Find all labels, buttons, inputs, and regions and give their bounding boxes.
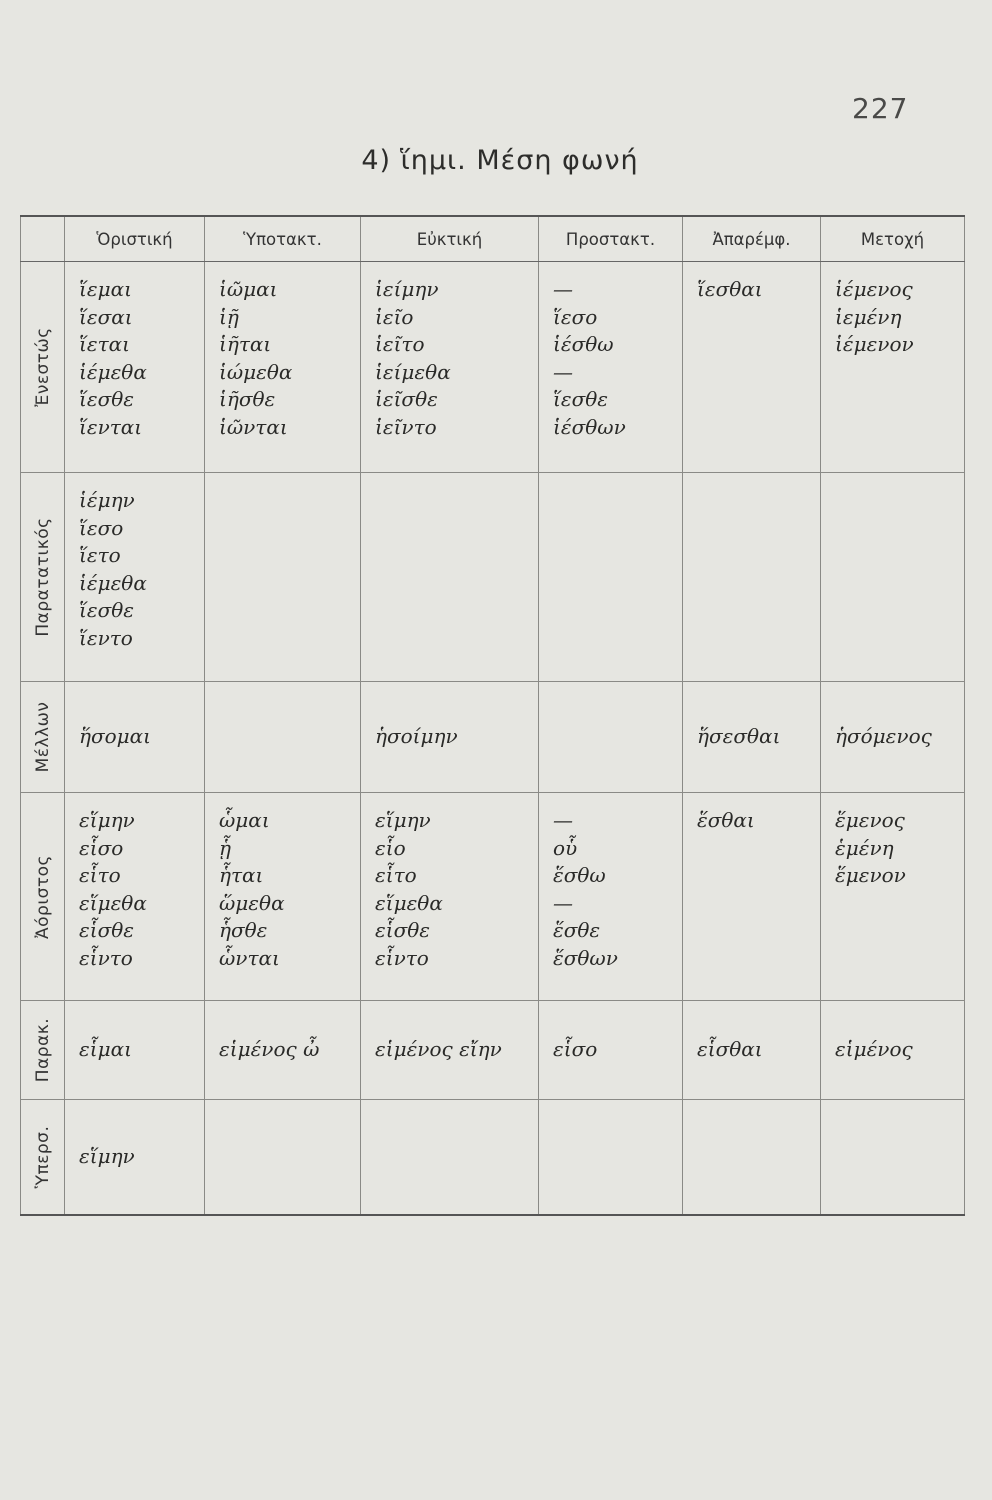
form-entry: ὧμαι — [219, 808, 270, 832]
form-entry: εἱμένος εἴην — [375, 1037, 502, 1062]
form-cell — [821, 682, 965, 793]
form-cell — [205, 793, 361, 1001]
form-list — [821, 1001, 964, 1099]
form-cell — [205, 682, 361, 793]
form-entry: ἵεμαι — [79, 277, 132, 301]
form-list — [683, 1100, 820, 1214]
form-list — [683, 473, 820, 487]
form-entry: — — [553, 359, 573, 384]
form-entry: ἕμενος — [835, 808, 905, 832]
form-list — [205, 1001, 360, 1099]
form-entry: ἕσθω — [553, 863, 606, 887]
form-entry: ἱεῖο — [375, 304, 414, 329]
form-list — [683, 682, 820, 792]
form-cell — [361, 262, 539, 473]
form-entry: ἥσομαι — [79, 724, 152, 749]
form-entry: ἵετο — [79, 543, 121, 567]
form-cell — [205, 1001, 361, 1100]
tense-row — [21, 1001, 965, 1100]
form-entry: εἷντο — [79, 945, 133, 970]
form-cell — [65, 1001, 205, 1100]
form-list — [539, 1001, 682, 1099]
tense-label-cell — [21, 473, 65, 682]
form-cell — [821, 1001, 965, 1100]
tense-label: Ἀόριστος — [32, 854, 53, 939]
form-entry: εἷσθαι — [697, 1037, 763, 1062]
form-entry: εἷσο — [553, 1037, 598, 1062]
form-entry: εἵμην — [79, 1144, 135, 1169]
form-entry: ἑμένη — [835, 835, 894, 860]
form-entry: εἷμαι — [79, 1037, 132, 1062]
form-list — [539, 793, 682, 972]
page-title: 4) ἵημι. Μέση φωνή — [361, 145, 639, 176]
form-entry: ἱέμεθα — [79, 570, 147, 595]
form-entry: εἷσθε — [375, 918, 430, 942]
form-entry: εἷσθε — [79, 918, 134, 942]
form-cell — [65, 473, 205, 682]
tense-label: Ὑπερσ. — [32, 1125, 53, 1189]
form-entry: ἕσθων — [553, 945, 618, 970]
tense-row — [21, 1100, 965, 1216]
form-list — [683, 1001, 820, 1099]
form-list — [539, 1100, 682, 1214]
form-cell — [821, 473, 965, 682]
form-cell — [539, 682, 683, 793]
form-list — [821, 682, 964, 792]
header-aparemf: Ἀπαρέμφ. — [683, 216, 821, 262]
form-cell — [205, 1100, 361, 1216]
form-list — [65, 262, 204, 441]
form-entry: ἵενται — [79, 414, 143, 439]
form-cell — [683, 1001, 821, 1100]
form-list — [205, 473, 360, 487]
form-list — [539, 682, 682, 792]
form-entry: εἷτο — [375, 863, 417, 887]
tense-label: Μέλλων — [32, 701, 53, 773]
form-entry: εἵμην — [79, 808, 135, 832]
form-entry: ἱέσθω — [553, 332, 614, 356]
form-entry: ἵεσο — [553, 304, 598, 329]
form-cell — [361, 1001, 539, 1100]
form-list — [361, 473, 538, 487]
form-list — [683, 793, 820, 835]
form-cell — [821, 793, 965, 1001]
form-entry: ἵεσθαι — [697, 277, 763, 301]
form-entry: εἵμεθα — [375, 890, 443, 915]
header-prostakt: Προστακτ. — [539, 216, 683, 262]
form-entry: οὗ — [553, 835, 578, 860]
form-entry: ἧται — [219, 863, 264, 887]
form-cell — [821, 1100, 965, 1216]
form-entry: ἱώμεθα — [219, 359, 293, 384]
form-entry: ἵεσθε — [79, 598, 134, 622]
tense-row — [21, 682, 965, 793]
form-list — [683, 262, 820, 304]
form-entry: εἱμένος ὦ — [219, 1037, 320, 1062]
form-cell — [539, 793, 683, 1001]
form-cell — [683, 473, 821, 682]
form-list — [361, 262, 538, 441]
form-entry: ᾗ — [219, 835, 231, 860]
form-entry: εἷντο — [375, 945, 429, 970]
form-entry: ἱῆται — [219, 332, 272, 356]
form-list — [65, 793, 204, 972]
form-cell — [821, 262, 965, 473]
form-cell — [361, 1100, 539, 1216]
form-cell — [205, 262, 361, 473]
form-cell — [65, 682, 205, 793]
form-entry: εἱμένος — [835, 1037, 913, 1062]
form-list — [821, 473, 964, 487]
form-entry: ἱέσθων — [553, 414, 626, 439]
form-list — [821, 1100, 964, 1214]
form-entry: ἵεντο — [79, 625, 133, 650]
form-list — [361, 1100, 538, 1214]
form-list — [361, 793, 538, 972]
form-cell — [361, 793, 539, 1001]
form-entry: ἵεσθε — [79, 387, 134, 411]
tense-label-cell — [21, 262, 65, 473]
form-entry: ἱῇ — [219, 304, 239, 329]
form-cell — [539, 1001, 683, 1100]
form-cell — [683, 793, 821, 1001]
form-list — [205, 682, 360, 792]
form-entry: ἱεμένη — [835, 304, 902, 329]
form-cell — [683, 1100, 821, 1216]
form-cell — [65, 1100, 205, 1216]
form-list — [65, 1001, 204, 1099]
tense-row — [21, 793, 965, 1001]
form-entry: ἱέμην — [79, 488, 135, 512]
form-entry: ἱέμενον — [835, 332, 914, 356]
form-cell — [361, 682, 539, 793]
form-entry: ἥσεσθαι — [697, 724, 781, 749]
form-entry: ἕσθαι — [697, 808, 755, 832]
form-entry: ἱῶνται — [219, 414, 288, 439]
tense-label: Παρατατικός — [32, 517, 53, 637]
form-entry: εἵμην — [375, 808, 431, 832]
form-cell — [683, 682, 821, 793]
form-cell — [65, 793, 205, 1001]
form-cell — [539, 1100, 683, 1216]
form-entry: ἱέμεθα — [79, 359, 147, 384]
tense-label-cell — [21, 1001, 65, 1100]
page-number: 227 — [852, 92, 909, 125]
form-entry: εἷτο — [79, 863, 121, 887]
form-entry: εἷσο — [79, 835, 124, 860]
form-entry: — — [553, 890, 573, 915]
form-list — [361, 1001, 538, 1099]
header-corner — [21, 216, 65, 262]
form-cell — [539, 262, 683, 473]
form-list — [205, 1100, 360, 1214]
form-entry: ἱείμην — [375, 277, 439, 301]
form-entry: ἡσόμενος — [835, 724, 932, 749]
form-list — [539, 262, 682, 441]
form-entry: ἱείμεθα — [375, 359, 451, 384]
tense-label-cell — [21, 1100, 65, 1216]
form-entry: ἕσθε — [553, 918, 601, 942]
header-ypotakt: Ὑποτακτ. — [205, 216, 361, 262]
form-list — [65, 1100, 204, 1214]
form-entry: εἷο — [375, 835, 406, 860]
form-entry: ἕμενον — [835, 863, 906, 887]
form-entry: ἵεσο — [79, 515, 124, 540]
form-list — [539, 473, 682, 487]
form-list — [821, 262, 964, 359]
tense-label: Ἐνεστώς — [32, 327, 53, 407]
conjugation-table — [20, 215, 965, 1216]
form-entry: ὥμεθα — [219, 890, 285, 915]
form-cell — [205, 473, 361, 682]
form-cell — [361, 473, 539, 682]
form-list — [65, 682, 204, 792]
form-list — [65, 473, 204, 652]
form-entry: ἱῆσθε — [219, 387, 276, 411]
form-cell — [683, 262, 821, 473]
form-list — [205, 262, 360, 441]
tense-label-cell — [21, 793, 65, 1001]
header-metochi: Μετοχή — [821, 216, 965, 262]
form-entry: — — [553, 808, 573, 832]
form-list — [205, 793, 360, 972]
tense-row — [21, 262, 965, 473]
form-entry: ἱεῖντο — [375, 414, 437, 439]
form-entry: εἵμεθα — [79, 890, 147, 915]
form-entry: ἱεῖτο — [375, 332, 425, 356]
form-list — [821, 793, 964, 890]
tense-label: Παρακ. — [32, 1017, 53, 1083]
form-entry: ἵεσαι — [79, 304, 133, 329]
form-entry: ἱεῖσθε — [375, 387, 438, 411]
header-oristiki: Ὁριστική — [65, 216, 205, 262]
header-row — [21, 216, 965, 262]
form-entry: ἡσοίμην — [375, 724, 458, 749]
tense-label-cell — [21, 682, 65, 793]
header-efktiki: Εὐκτική — [361, 216, 539, 262]
form-list — [361, 682, 538, 792]
form-entry: ἵεται — [79, 332, 130, 356]
form-cell — [65, 262, 205, 473]
tense-row — [21, 473, 965, 682]
form-entry: ἱέμενος — [835, 277, 913, 301]
form-entry: ὧνται — [219, 945, 280, 970]
form-cell — [539, 473, 683, 682]
form-entry: ἱῶμαι — [219, 277, 278, 301]
form-entry: — — [553, 277, 573, 301]
form-entry: ἵεσθε — [553, 387, 608, 411]
form-entry: ἧσθε — [219, 918, 268, 942]
